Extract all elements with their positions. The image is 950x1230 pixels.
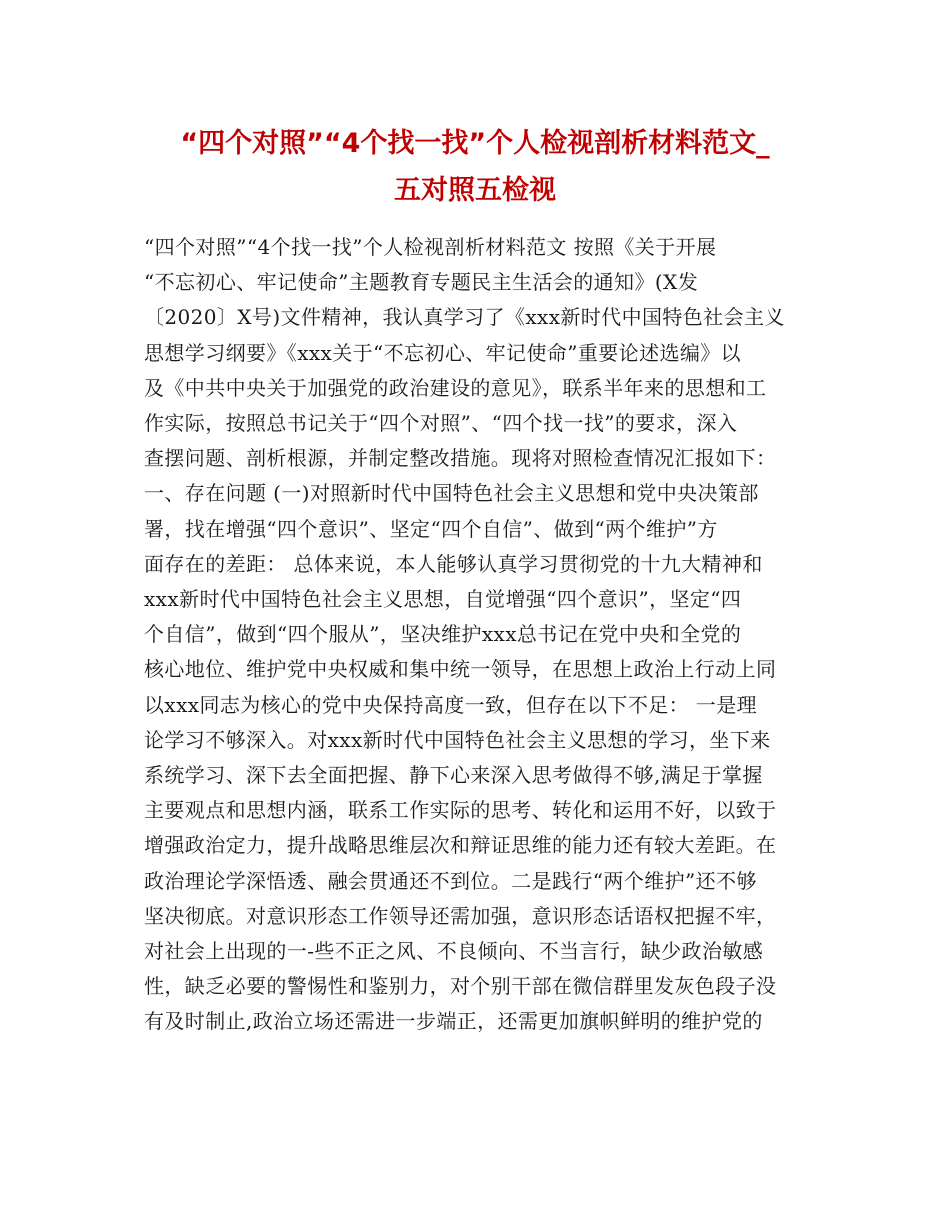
body-line: 坚决彻底。对意识形态工作领导还需加强，意识形态话语权把握不牢，	[144, 903, 777, 928]
body-line: 系统学习、深下去全面把握、静下心来深入思考做得不够,满足于掌握	[144, 763, 763, 788]
body-line: 作实际，按照总书记关于“四个对照”、“四个找一找”的要求，深入	[144, 411, 738, 436]
body-line: 一、存在问题 (一)对照新时代中国特色社会主义思想和党中央决策部	[144, 481, 759, 506]
body-line: 思想学习纲要》《xxx关于“不忘初心、牢记使命”重要论述选编》以	[144, 340, 742, 365]
body-line: 性，缺乏必要的警惕性和鉴别力，对个别干部在微信群里发灰色段子没	[144, 974, 777, 999]
body-line: 个自信”，做到“四个服从”，坚决维护xxx总书记在党中央和全党的	[144, 622, 742, 647]
body-line: “四个对照”“4个找一找”个人检视剖析材料范文 按照《关于开展	[144, 235, 717, 259]
body-line: 对社会上出现的一-些不正之风、不良倾向、不当言行，缺少政治敏感	[144, 939, 764, 964]
body-line: xxx新时代中国特色社会主义思想，自觉增强“四个意识”，坚定“四	[144, 587, 742, 612]
body-line: 面存在的差距： 总体来说，本人能够认真学习贯彻党的十九大精神和	[144, 551, 763, 576]
document-body	[144, 230, 824, 1040]
body-line: 增强政治定力，提升战略思维层次和辩证思维的能力还有较大差距。在	[144, 833, 777, 858]
body-line: 及《中共中央关于加强党的政治建设的意见》，联系半年来的思想和工	[144, 375, 767, 400]
body-line: 有及时制止,政治立场还需进一步端正，还需更加旗帜鲜明的维护党的	[144, 1009, 763, 1034]
body-line: “不忘初心、牢记使命”主题教育专题民主生活会的通知》(X发	[144, 270, 699, 295]
body-line: 论学习不够深入。对xxx新时代中国特色社会主义思想的学习，坐下来	[144, 727, 771, 752]
body-line: 查摆问题、剖析根源，并制定整改措施。现将对照检查情况汇报如下：	[144, 446, 777, 471]
title-line: 五对照五检视	[394, 175, 556, 206]
body-line: 核心地位、维护党中央权威和集中统一领导，在思想上政治上行动上同	[144, 657, 777, 682]
body-line: 署，找在增强“四个意识”、坚定“四个自信”、做到“两个维护”方	[144, 516, 718, 541]
body-line: 主要观点和思想内涵，联系工作实际的思考、转化和运用不好，以致于	[144, 798, 777, 823]
body-line: 政治理论学深悟透、融会贯通还不到位。二是践行“两个维护”还不够	[144, 868, 757, 893]
document-title	[0, 120, 950, 214]
title-line: “四个对照”“4个找一找”个人检视剖析材料范文_	[180, 128, 770, 159]
body-line: 〔2020〕X号)文件精神，我认真学习了《xxx新时代中国特色社会主义	[144, 305, 785, 330]
body-line: 以xxx同志为核心的党中央保持高度一致，但存在以下不足： 一是理	[144, 692, 757, 717]
